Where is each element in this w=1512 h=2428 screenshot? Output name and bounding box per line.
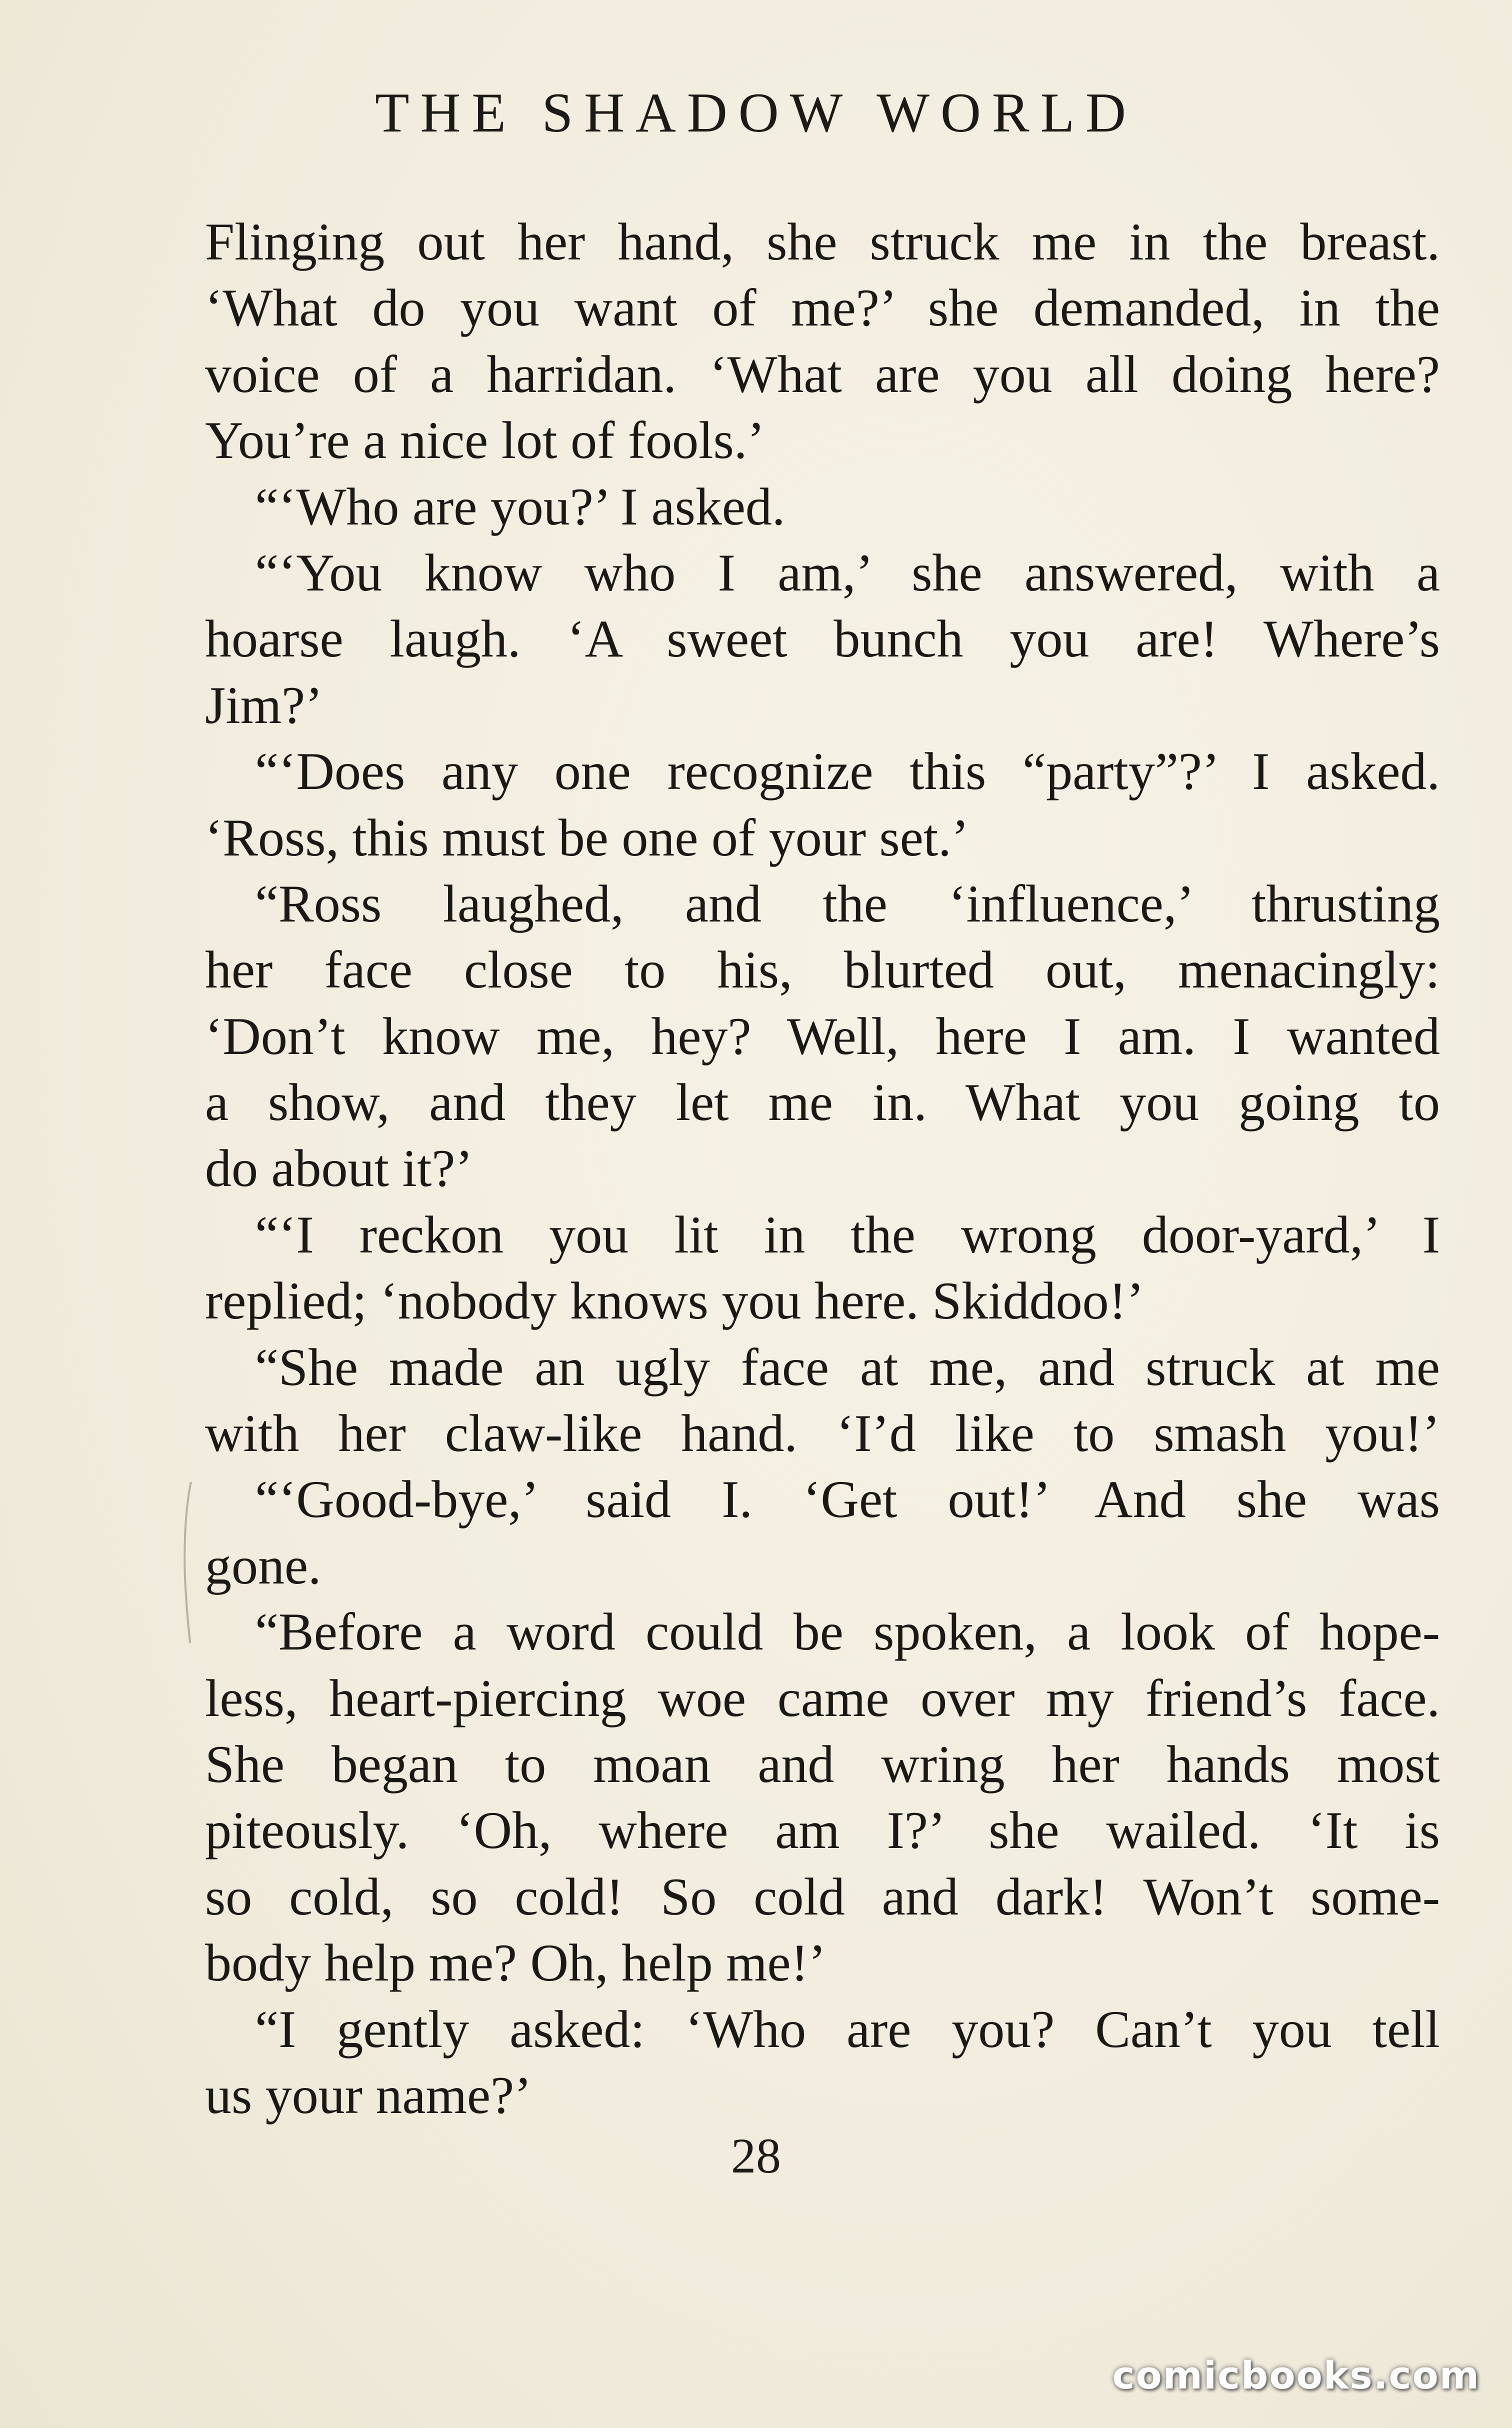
- text-line: piteously. ‘Oh, where am I?’ she wailed. ‘It is: [205, 1801, 1440, 1860]
- text-line: “I gently asked: ‘Who are you? Can’t you tell: [255, 2000, 1440, 2058]
- text-line: hoarse laugh. ‘A sweet bunch you are! Where’s: [205, 610, 1440, 668]
- text-line: her face close to his, blurted out, menacingly:: [205, 940, 1440, 1000]
- text-line: ‘Don’t know me, hey? Well, here I am. I wanted: [205, 1006, 1440, 1066]
- text-line: “‘Good-bye,’ said I. ‘Get out!’ And she was: [255, 1470, 1440, 1529]
- page-number: 28: [731, 2128, 781, 2184]
- text-line: “‘Who are you?’ I asked.: [255, 477, 786, 536]
- text-line: “She made an ugly face at me, and struck at me: [255, 1338, 1440, 1396]
- text-line: do about it?’: [205, 1139, 473, 1198]
- text-line: voice of a harridan. ‘What are you all doing here?: [205, 344, 1440, 404]
- text-line: us your name?’: [205, 2066, 532, 2124]
- text-line: “‘I reckon you lit in the wrong door-yard,’ I: [255, 1205, 1440, 1264]
- text-line: “‘Does any one recognize this “party”?’ I asked.: [255, 742, 1440, 801]
- text-line: ‘Ross, this must be one of your set.’: [205, 808, 970, 867]
- text-line: gone.: [205, 1536, 322, 1595]
- text-line: Flinging out her hand, she struck me in the breast.: [205, 212, 1440, 271]
- text-line: “‘You know who I am,’ she answered, with a: [255, 543, 1440, 602]
- body-text: [205, 209, 1440, 2128]
- running-head: THE SHADOW WORLD: [375, 82, 1137, 144]
- text-line: You’re a nice lot of fools.’: [205, 411, 765, 470]
- text-line: Jim?’: [205, 676, 323, 734]
- text-line: body help me? Oh, help me!’: [205, 1934, 826, 1992]
- text-line: “Before a word could be spoken, a look of hope-: [255, 1602, 1440, 1662]
- site-watermark: comicbooks.com: [1112, 2353, 1480, 2398]
- text-line: a show, and they let me in. What you going to: [205, 1073, 1440, 1132]
- text-line: replied; ‘nobody knows you here. Skiddoo!’: [205, 1272, 1144, 1330]
- text-line: ‘What do you want of me?’ she demanded, in the: [205, 278, 1440, 338]
- text-line: less, heart-piercing woe came over my friend’s face.: [205, 1668, 1440, 1728]
- text-line: “Ross laughed, and the ‘influence,’ thrusting: [255, 874, 1440, 933]
- text-line: with her claw-like hand. ‘I’d like to smash you!’: [205, 1404, 1440, 1463]
- text-line: so cold, so cold! So cold and dark! Won’t some-: [205, 1867, 1440, 1926]
- pencil-mark-icon: [180, 1480, 195, 1645]
- text-line: She began to moan and wring her hands most: [205, 1734, 1440, 1794]
